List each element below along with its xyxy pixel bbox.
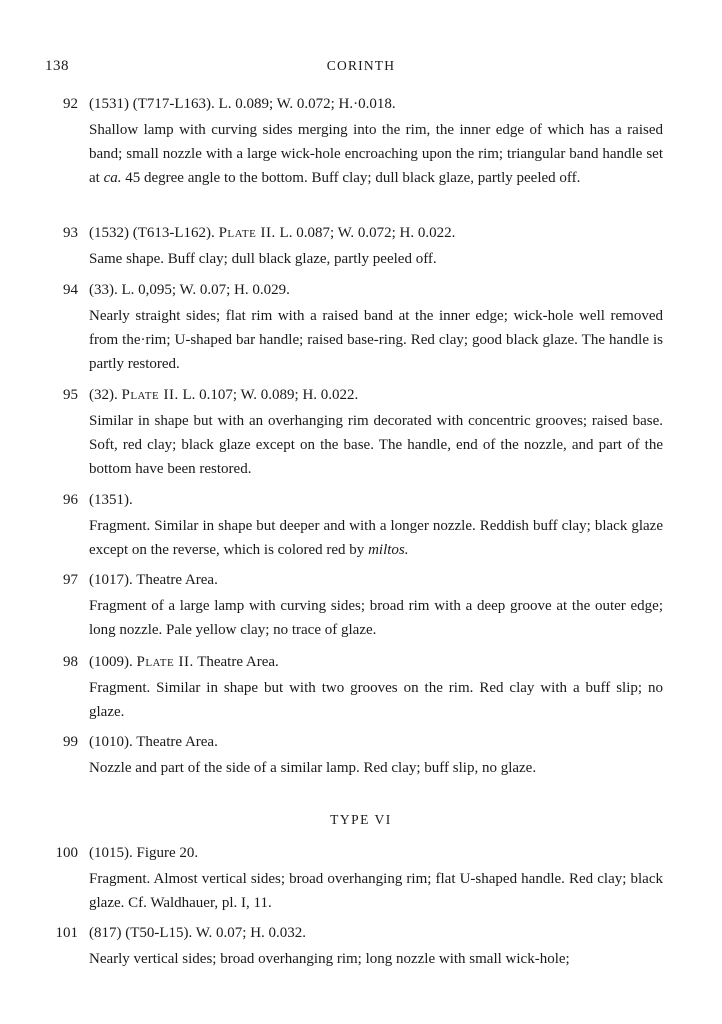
entry-description: Fragment. Almost vertical sides; broad overhanging rim; flat U-shaped handle. Red clay; black glaze. Cf. Waldhauer, pl. I, 11.	[89, 871, 663, 911]
entry-heading: (1351).	[89, 492, 133, 508]
entry-heading: (1017). Theatre Area.	[89, 572, 218, 588]
entry-description: Fragment. Similar in shape but deeper and with a longer nozzle. Reddish buff clay; black glaze except on the reverse, which is colored red by miltos.	[89, 518, 663, 558]
plate-reference: Plate II.	[218, 225, 276, 241]
entry-heading: (817) (T50-L15). W. 0.07; H. 0.032.	[89, 925, 307, 941]
entry-number: 92	[63, 96, 78, 112]
entry-description: Same shape. Buff clay; dull black glaze, partly peeled off.	[89, 251, 437, 267]
entry-description: Nearly vertical sides; broad overhanging rim; long nozzle with small wick-hole;	[89, 951, 570, 967]
entry-description: Similar in shape but with an overhanging rim decorated with concentric grooves; raised base. Soft, red clay; black glaze except on the base. The handle, end of the nozzle, and part of the bottom have been restored.	[89, 413, 663, 477]
entry-heading: (1531) (T717-L163). L. 0.089; W. 0.072; H.·0.018.	[89, 96, 396, 112]
miltos-term: miltos.	[368, 542, 409, 558]
entry-number: 96	[63, 492, 78, 508]
running-head: CORINTH	[326, 58, 396, 73]
entry-heading: (1015). Figure 20.	[89, 845, 199, 861]
page-number: 138	[45, 58, 69, 74]
entry-description: Fragment. Similar in shape but with two grooves on the rim. Red clay with a buff slip; no glaze.	[89, 680, 663, 720]
entry-heading: (33). L. 0,095; W. 0.07; H. 0.029.	[89, 282, 290, 298]
entry-number: 93	[63, 225, 78, 241]
ca-abbrev: ca.	[103, 170, 122, 186]
entry-number: 94	[63, 282, 78, 298]
entry-description: Shallow lamp with curving sides merging into the rim, the inner edge of which has a raised band; small nozzle with a large wick-hole encroaching upon the rim; triangular band handle set at ca. 45 degree angle to the bottom. Buff clay; dull black glaze, partly peeled off.	[89, 122, 663, 186]
entry-description: Fragment of a large lamp with curving sides; broad rim with a deep groove at the outer edge; long nozzle. Pale yellow clay; no trace of glaze.	[89, 598, 663, 638]
entry-description: Nozzle and part of the side of a similar lamp. Red clay; buff slip, no glaze.	[89, 760, 537, 776]
entry-number: 98	[63, 654, 78, 670]
section-title: TYPE VI	[330, 812, 392, 827]
plate-reference: Plate II.	[136, 654, 194, 670]
entry-heading: (1010). Theatre Area.	[89, 734, 218, 750]
entry-description: Nearly straight sides; flat rim with a raised band at the inner edge; wick-hole well removed from the·rim; U-shaped bar handle; raised base-ring. Red clay; good black glaze. The handle is partly restored.	[89, 308, 663, 372]
entry-number: 99	[63, 734, 78, 750]
entry-heading: (32). Plate II. L. 0.107; W. 0.089; H. 0.022.	[89, 387, 359, 403]
entry-number: 101	[55, 925, 78, 941]
entry-number: 97	[63, 572, 78, 588]
entry-heading: (1532) (T613-L162). Plate II. L. 0.087; W. 0.072; H. 0.022.	[89, 225, 456, 241]
entry-number: 95	[63, 387, 78, 403]
entry-heading: (1009). Plate II. Theatre Area.	[89, 654, 279, 670]
plate-reference: Plate II.	[121, 387, 179, 403]
entry-number: 100	[55, 845, 78, 861]
